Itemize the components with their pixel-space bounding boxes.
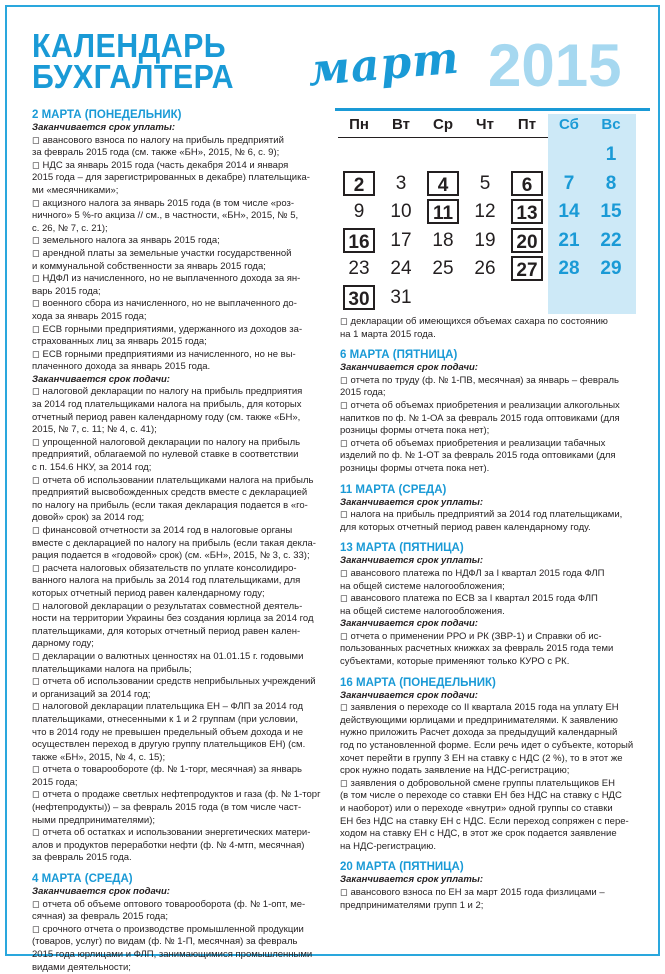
text-line: ◻ отчета об остатках и использовании энергетических матери- — [32, 827, 311, 839]
text-line: (товаров, услуг) по видам (ф. № 1-П, месячная) за февраль — [32, 936, 298, 948]
calendar-day: 5 — [479, 172, 491, 194]
text-line: за 2014 год плательщиками налога на прибыль, для которых — [32, 399, 302, 411]
text-line: ными предпринимателями); — [32, 814, 156, 826]
calendar-day: 7 — [563, 172, 575, 194]
text-line: довой» срок) за 2014 год; — [32, 512, 145, 524]
section-subheading: Заканчивается срок подачи: — [32, 886, 170, 898]
text-line: дарному году; — [32, 638, 94, 650]
text-line: субъектами, которые применяют только КУРО с РК. — [340, 656, 570, 668]
section-subheading: Заканчивается срок уплаты: — [340, 555, 484, 567]
text-line: ◻ отчета о товарообороте (ф. № 1-торг, месячная) за январь — [32, 764, 303, 776]
section-date-heading: 2 МАРТА (ПОНЕДЕЛЬНИК) — [32, 109, 182, 121]
text-line: ми «месячниками»; — [32, 184, 119, 196]
text-line: ◻ НДФЛ из начисленного, но не выплаченного дохода за ян- — [32, 273, 301, 285]
text-line: и наоборот) или о переходе «внутри» одной группы со ставки — [340, 803, 613, 814]
text-line: ◻ арендной платы за земельные участки государственной — [32, 247, 292, 259]
text-line: хода за январь 2015 года; — [32, 310, 147, 322]
calendar-day: 25 — [432, 258, 454, 279]
calendar-day: 4 — [427, 171, 459, 196]
left-column — [32, 108, 324, 974]
section-date-heading: 20 МАРТА (ПЯТНИЦА) — [340, 861, 464, 874]
text-line: с п. 154.6 НКУ, за 2014 год; — [32, 462, 152, 474]
text-line: (нефтепродукты)) – за февраль 2015 года (в том числе част- — [32, 802, 302, 814]
text-line: ◻ отчета о продаже светлых нефтепродуктов и газа (ф. № 1-торг — [32, 789, 321, 801]
text-line: ◻ ЕСВ горными предприятиями из начисленного, но не вы- — [32, 348, 296, 360]
text-line: ходом на ставку ЕН с НДС, в этот же срок подается заявление — [340, 828, 617, 840]
section-subheading: Заканчивается срок подачи: — [340, 618, 478, 630]
text-line: плательщиками налога на прибыль; — [32, 663, 192, 675]
text-line: (в том числе о переходе со ставки ЕН без НДС на ставку с НДС — [340, 790, 622, 802]
calendar-day: 28 — [558, 258, 580, 279]
text-line: алов и продуктов переработки нефти (ф. № 4-мтп, месячная) — [32, 839, 305, 851]
text-line: предпринимателями групп 1 и 2; — [340, 899, 484, 911]
section-gap — [340, 341, 630, 348]
text-line: ничного» 5 %-го акциза // см., в частности, «БН», 2015, № 5, — [32, 210, 299, 222]
text-line: с. 26, № 7, с. 21); — [32, 222, 108, 234]
section-subheading: Заканчивается срок уплаты: — [340, 874, 484, 886]
text-line: розницы формы отчета пока нет). — [340, 462, 490, 474]
text-line: ◻ отчета об объемах приобретения и реализации алкогольных — [340, 399, 620, 411]
text-line: ◻ авансового платежа по ЕСВ за I квартал 2015 года ФЛП — [340, 593, 598, 605]
text-line: рация подается в «годовой» срок) (см. «БН», 2015, № 3, с. 33); — [32, 550, 310, 562]
text-line: видами деятельности; — [32, 961, 131, 973]
calendar-day: 6 — [511, 171, 543, 196]
calendar-day: 18 — [432, 229, 454, 251]
text-line: 2015 года; — [340, 387, 386, 399]
text-line: для которых отчетный период равен календарному году. — [340, 521, 591, 533]
section-gap — [32, 865, 324, 872]
text-line: вместе с декларацией по налогу на прибыль (если такая декла- — [32, 537, 316, 549]
text-line: также «БН», 2015, № 4, с. 15); — [32, 751, 166, 763]
text-line: ◻ упрощенной налоговой декларации по налогу на прибыль — [32, 436, 301, 448]
section-gap — [340, 853, 630, 860]
text-line: ◻ декларации об имеющихся объемах сахара по состоянию — [340, 316, 608, 327]
text-line: плаченного дохода за январь 2015 года. — [32, 361, 211, 373]
calendar-day: 3 — [395, 172, 407, 194]
section-subheading: Заканчивается срок уплаты: — [32, 122, 176, 133]
title-line-2: БУХГАЛТЕРА — [32, 58, 235, 95]
text-line: ◻ налоговой декларации по налогу на прибыль предприятия — [32, 386, 303, 398]
text-line: и организаций за 2014 год; — [32, 688, 151, 700]
page-title — [32, 27, 235, 95]
text-line: ◻ НДС за январь 2015 года (часть декабря 2014 и января — [32, 159, 289, 171]
text-line: за февраль 2015 года (см. также «БН», 2015, № 6, с. 9); — [32, 147, 280, 159]
text-line: срок нужно подать заявление на НДС-регистрацию; — [340, 765, 570, 777]
section-date-heading: 11 МАРТА (СРЕДА) — [340, 483, 447, 496]
text-line: ◻ отчета по труду (ф. № 1-ПВ, месячная) за январь – февраль — [340, 374, 620, 386]
calendar-day: 14 — [558, 201, 580, 222]
text-line: ЕН без НДС на ставку ЕН с НДС. Если переход сопряжен с пере- — [340, 815, 629, 827]
text-line: на 1 марта 2015 года. — [340, 328, 436, 340]
section-date-heading: 16 МАРТА (ПОНЕДЕЛЬНИК) — [340, 676, 496, 689]
calendar-day: 15 — [600, 201, 622, 222]
text-line: ◻ авансового платежа по НДФЛ за I квартал 2015 года ФЛП — [340, 567, 605, 579]
calendar-day: 16 — [343, 228, 375, 253]
text-line: ◻ авансового взноса по налогу на прибыль предприятий — [32, 134, 284, 146]
month-calendar — [338, 114, 636, 314]
text-line: хочет перейти в группу 3 ЕН на ставку с НДС (2 %), то в этот же — [340, 752, 623, 764]
calendar-day: 30 — [343, 285, 375, 310]
weekday-header: Пн — [349, 116, 369, 133]
text-line: что в 2014 году не превышен предельный объем дохода и не — [32, 726, 304, 738]
text-line: ванного налога на прибыль за 2014 год плательщиками, для — [32, 575, 301, 587]
section-gap — [340, 476, 630, 483]
section-subheading: Заканчивается срок уплаты: — [340, 496, 484, 508]
text-line: осуществлен переход в другую группу плательщиков ЕН) (см. — [32, 739, 306, 751]
calendar-day: 8 — [605, 172, 617, 194]
calendar-day: 1 — [605, 144, 617, 165]
section-gap — [340, 534, 630, 541]
right-column — [340, 316, 634, 912]
month-name: март — [306, 32, 462, 97]
calendar-day: 10 — [390, 201, 412, 222]
text-line: отчетный период равен календарному году (см. также «БН», — [32, 411, 301, 423]
text-line: розницы формы отчета пока нет); — [340, 425, 490, 437]
text-line: 2015 года юрлицами и ФЛП, занимающимися промышленными — [32, 949, 313, 960]
text-line: ◻ отчета о применении РРО и РК (ЗВР-1) и Справки об ис- — [340, 630, 602, 642]
calendar-day: 26 — [474, 258, 496, 279]
text-line: предприятий, облагаемой по нулевой ставке в соответствии — [32, 449, 299, 461]
text-line: ◻ срочного отчета о производстве промышленной продукции — [32, 923, 304, 935]
text-line: ности на территории Украины без создания юрлица за 2014 год — [32, 613, 314, 625]
weekday-header: Сб — [559, 116, 579, 133]
text-line: на общей системе налогообложения. — [340, 605, 505, 617]
text-line: напитков по ф. № 1-ОА за февраль 2015 года оптовиками (для — [340, 412, 620, 424]
text-line: 2015 года; — [32, 776, 78, 788]
section-date-heading: 6 МАРТА (ПЯТНИЦА) — [340, 349, 458, 362]
text-line: за февраль 2015 года. — [32, 852, 132, 864]
text-line: ◻ отчета об объеме оптового товарооборота (ф. № 1-опт, ме- — [32, 898, 306, 910]
text-line: ◻ расчета налоговых обязательств по уплате консолидиро- — [32, 562, 297, 574]
text-line: предприятий высвобожденных средств вместе с декларацией — [32, 487, 308, 499]
calendar-day: 29 — [600, 258, 622, 279]
weekday-header: Вс — [601, 116, 621, 133]
text-line: 2015, № 7, с. 11; № 4, с. 41); — [32, 424, 157, 436]
calendar-day: 17 — [390, 229, 412, 251]
year: 2015 — [488, 32, 622, 99]
weekday-header: Чт — [476, 116, 494, 133]
section-gap — [340, 669, 630, 676]
text-line: ◻ налога на прибыль предприятий за 2014 год плательщиками, — [340, 509, 623, 521]
text-line: по налогу на прибыль (если такая декларация подается в «го- — [32, 499, 308, 511]
text-line: и коммунальной собственности за январь 2015 года; — [32, 260, 266, 272]
section-subheading: Заканчивается срок подачи: — [340, 362, 478, 374]
text-line: пользованных расчетных книжках за февраль 2015 года теми — [340, 643, 614, 655]
text-line: год по установленной форме. Если речь идет о субъекте, который — [340, 740, 634, 752]
text-line: изделий по ф. № 1-ОТ за февраль 2015 года оптовиками (для — [340, 450, 616, 462]
calendar-day: 2 — [343, 171, 375, 196]
calendar-day: 11 — [427, 199, 459, 224]
text-line: ◻ заявления о добровольной смене группы плательщиков ЕН — [340, 777, 615, 789]
text-line: которых отчетный период равен календарному году; — [32, 587, 265, 599]
section-subheading: Заканчивается срок подачи: — [32, 373, 170, 385]
calendar-day: 13 — [511, 199, 543, 224]
text-line: варь 2015 года; — [32, 285, 101, 297]
text-line: нужно приложить Расчет дохода за предыдущий календарный — [340, 727, 618, 739]
text-line: ◻ заявления о переходе со II квартала 2015 года на уплату ЕН — [340, 702, 619, 714]
text-line: ◻ налоговой декларации о результатах совместной деятель- — [32, 600, 303, 612]
calendar-day: 21 — [558, 229, 580, 251]
section-subheading: Заканчивается срок подачи: — [340, 689, 478, 701]
text-line: ◻ отчета об объемах приобретения и реализации табачных — [340, 437, 606, 449]
text-line: 2015 года – для зарегистрированных в декабре) плательщика- — [32, 172, 310, 184]
calendar-day: 9 — [353, 201, 365, 222]
weekday-header: Ср — [433, 116, 453, 133]
calendar-header-rule — [338, 137, 548, 138]
calendar-day: 27 — [511, 256, 543, 281]
text-line: ◻ военного сбора из начисленного, но не выплаченного до- — [32, 298, 297, 310]
text-line: ◻ финансовой отчетности за 2014 год в налоговые органы — [32, 525, 293, 536]
title-line-1: КАЛЕНДАРЬ — [32, 27, 227, 64]
text-line: ◻ отчета об использовании плательщиками налога на прибыль — [32, 474, 314, 486]
calendar-day: 22 — [600, 229, 622, 251]
calendar-day: 31 — [390, 286, 412, 308]
text-line: на НДС-регистрацию. — [340, 840, 437, 852]
text-line: ◻ ЕСВ горными предприятиями, удержанного из доходов за- — [32, 323, 303, 335]
weekday-header: Пт — [517, 116, 537, 133]
calendar-top-rule — [335, 108, 650, 111]
text-line: плательщиками, для которых отчетный период равен кален- — [32, 625, 301, 637]
calendar-day: 19 — [474, 229, 496, 251]
weekday-header: Вт — [392, 116, 410, 133]
text-line: сячная) за февраль 2015 года; — [32, 911, 169, 923]
text-line: страхованных лиц за январь 2015 года; — [32, 336, 207, 348]
text-line: действующими юрлицами и предпринимателями. К заявлению — [340, 714, 618, 726]
text-line: ◻ земельного налога за январь 2015 года; — [32, 235, 220, 247]
calendar-day: 24 — [390, 258, 412, 279]
section-date-heading: 13 МАРТА (ПЯТНИЦА) — [340, 542, 464, 555]
text-line: на общей системе налогообложения; — [340, 580, 505, 592]
text-line: ◻ акцизного налога за январь 2015 года (в том числе «роз- — [32, 197, 295, 209]
text-line: ◻ отчета об использовании средств неприбыльных учреждений — [32, 676, 316, 688]
calendar-day: 12 — [474, 201, 496, 222]
section-date-heading: 4 МАРТА (СРЕДА) — [32, 873, 133, 886]
text-line: ◻ налоговой декларации плательщика ЕН – ФЛП за 2014 год — [32, 701, 304, 713]
text-line: ◻ авансового взноса по ЕН за март 2015 года физлицами – — [340, 886, 605, 898]
calendar-day: 20 — [511, 228, 543, 253]
text-line: плательщиками, отнесенными к 1 и 2 группам (при условии, — [32, 713, 299, 725]
text-line: ◻ декларации о валютных ценностях на 01.01.15 г. годовыми — [32, 650, 304, 662]
calendar-day: 23 — [348, 258, 370, 279]
